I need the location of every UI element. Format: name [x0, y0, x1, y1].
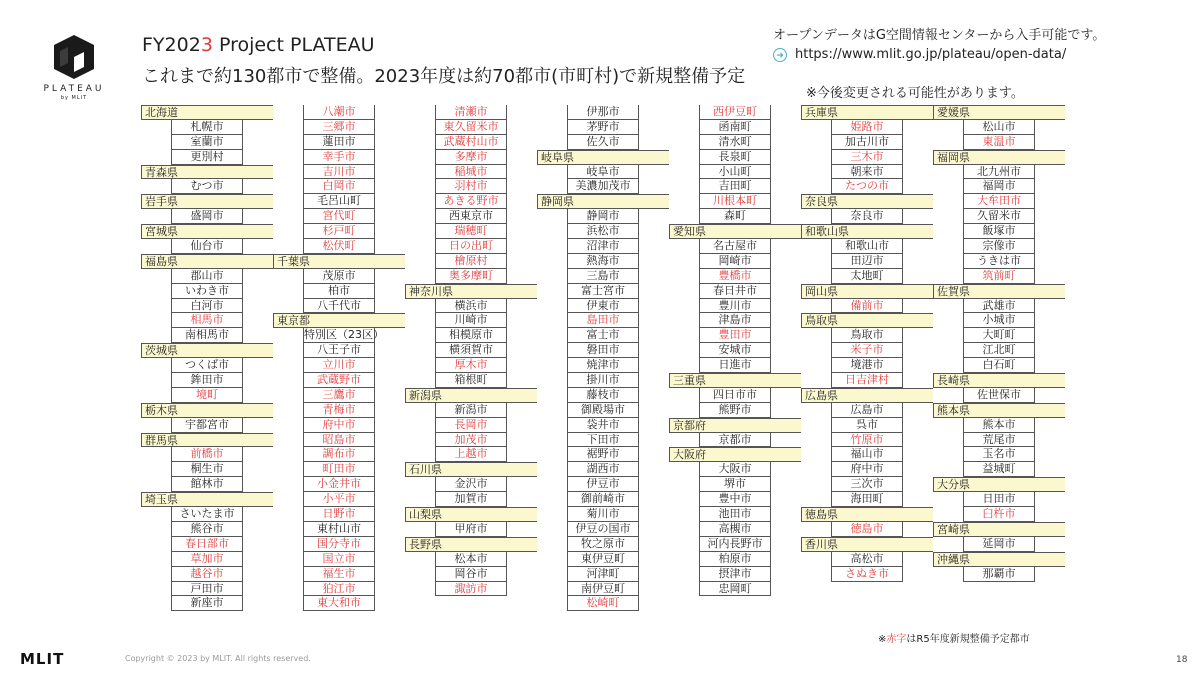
city-cell-new: 上越市 [435, 447, 507, 462]
city-cell: 毛呂山町 [303, 194, 375, 209]
city-cell: 日田市 [963, 492, 1035, 507]
city-cell-new: 厚木市 [435, 358, 507, 373]
city-cell: 新座市 [171, 596, 243, 611]
city-cell-new: さぬき市 [831, 567, 903, 582]
city-cell-new: 檜原村 [435, 254, 507, 269]
city-cell: 甲府市 [435, 522, 507, 537]
city-cell-new: 調布市 [303, 447, 375, 462]
city-cell: 忠岡町 [699, 582, 771, 597]
city-cell: 鉾田市 [171, 373, 243, 388]
city-cell-new: 武蔵村山市 [435, 135, 507, 150]
city-cell: 玉名市 [963, 447, 1035, 462]
city-cell: 郡山市 [171, 269, 243, 284]
city-cell-new: 豊橋市 [699, 269, 771, 284]
city-cell: 藤枝市 [567, 388, 639, 403]
city-cell-new: 小金井市 [303, 477, 375, 492]
city-cell: 宇都宮市 [171, 418, 243, 433]
prefecture-header: 静岡県 [537, 194, 669, 209]
city-cell: 奈良市 [831, 209, 903, 224]
city-cell: 八王子市 [303, 343, 375, 358]
city-cell: 佐久市 [567, 135, 639, 150]
city-cell-new: 吉川市 [303, 165, 375, 180]
prefecture-header: 愛知県 [669, 224, 801, 239]
prefecture-header: 奈良県 [801, 194, 933, 209]
city-cell: 森町 [699, 209, 771, 224]
city-cell: 安城市 [699, 343, 771, 358]
city-cell: 武雄市 [963, 299, 1035, 314]
city-cell: 福岡市 [963, 179, 1035, 194]
city-cell: 焼津市 [567, 358, 639, 373]
city-cell-new: 松伏町 [303, 239, 375, 254]
city-cell: 名古屋市 [699, 239, 771, 254]
city-cell-new: 幸手市 [303, 150, 375, 165]
prefecture-header: 岩手県 [141, 194, 273, 209]
city-cell: 福山市 [831, 447, 903, 462]
prefecture-header: 佐賀県 [933, 284, 1065, 299]
city-cell: 宗像市 [963, 239, 1035, 254]
city-cell: 松山市 [963, 120, 1035, 135]
city-cell-new: 相馬市 [171, 313, 243, 328]
change-note: ※今後変更される可能性があります。 [806, 86, 1024, 101]
city-cell: 牧之原市 [567, 537, 639, 552]
city-cell: 益城町 [963, 462, 1035, 477]
city-cell: 四日市市 [699, 388, 771, 403]
city-cell: 茅野市 [567, 120, 639, 135]
city-cell: 美濃加茂市 [567, 179, 639, 194]
city-cell-new: 島田市 [567, 313, 639, 328]
city-cell: 熊野市 [699, 403, 771, 418]
prefecture-header: 熊本県 [933, 403, 1065, 418]
city-cell-new: 境町 [171, 388, 243, 403]
city-cell-new: 三郷市 [303, 120, 375, 135]
open-data-note: オープンデータはG空間情報センターから入手可能です。 [773, 28, 1106, 43]
city-cell: 荒尾市 [963, 433, 1035, 448]
city-cell: 京都市 [699, 433, 771, 448]
city-cell: 堺市 [699, 477, 771, 492]
city-cell-new: 越谷市 [171, 567, 243, 582]
city-cell-new: 日野市 [303, 507, 375, 522]
prefecture-header: 和歌山県 [801, 224, 933, 239]
city-cell-new: 稲城市 [435, 165, 507, 180]
city-cell-new: 白岡市 [303, 179, 375, 194]
prefecture-header: 長野県 [405, 537, 537, 552]
open-data-link[interactable] [773, 47, 1066, 62]
city-cell-new: 竹原市 [831, 433, 903, 448]
city-cell-new: 国立市 [303, 552, 375, 567]
city-cell-new: 杉戸町 [303, 224, 375, 239]
city-cell-new: たつの市 [831, 179, 903, 194]
city-cell-new: 豊田市 [699, 328, 771, 343]
city-cell: 南伊豆町 [567, 582, 639, 597]
city-cell: 江北町 [963, 343, 1035, 358]
city-cell-new: 西伊豆町 [699, 105, 771, 120]
city-cell: 茂原市 [303, 269, 375, 284]
city-cell: 下田市 [567, 433, 639, 448]
city-cell-new: 狛江市 [303, 582, 375, 597]
city-list-table [141, 105, 1065, 611]
city-cell-new: 大牟田市 [963, 194, 1035, 209]
mlit-logo: MLIT [20, 650, 65, 668]
city-cell: 東村山市 [303, 522, 375, 537]
city-cell: 鳥取市 [831, 328, 903, 343]
city-cell-new: 宮代町 [303, 209, 375, 224]
city-cell-new: 福生市 [303, 567, 375, 582]
city-cell-new: 諏訪市 [435, 582, 507, 597]
city-cell-new: 米子市 [831, 343, 903, 358]
city-cell: 松本市 [435, 552, 507, 567]
city-cell: 那覇市 [963, 567, 1035, 582]
city-cell: 三次市 [831, 477, 903, 492]
city-cell-new: 日の出町 [435, 239, 507, 254]
city-cell: 延岡市 [963, 537, 1035, 552]
city-column [141, 105, 273, 611]
city-cell: 摂津市 [699, 567, 771, 582]
city-cell: 加賀市 [435, 492, 507, 507]
prefecture-header: 兵庫県 [801, 105, 933, 120]
prefecture-header: 青森県 [141, 165, 273, 180]
city-cell: 大阪市 [699, 462, 771, 477]
city-cell: 熊本市 [963, 418, 1035, 433]
prefecture-header: 徳島県 [801, 507, 933, 522]
city-cell: 更別村 [171, 150, 243, 165]
city-cell-new: 備前市 [831, 299, 903, 314]
city-cell: 袋井市 [567, 418, 639, 433]
city-cell: 春日井市 [699, 284, 771, 299]
city-cell-new: 三鷹市 [303, 388, 375, 403]
city-cell-new: 前橋市 [171, 447, 243, 462]
city-cell: 函南町 [699, 120, 771, 135]
city-cell: 南相馬市 [171, 328, 243, 343]
city-cell: 沼津市 [567, 239, 639, 254]
city-cell: 静岡市 [567, 209, 639, 224]
city-cell: 裾野市 [567, 447, 639, 462]
city-cell: 岐阜市 [567, 165, 639, 180]
prefecture-header: 福岡県 [933, 150, 1065, 165]
city-column [801, 105, 933, 611]
city-cell: 広島市 [831, 403, 903, 418]
city-cell: いわき市 [171, 284, 243, 299]
city-cell: 西東京市 [435, 209, 507, 224]
city-cell: 海田町 [831, 492, 903, 507]
prefecture-header: 長崎県 [933, 373, 1065, 388]
prefecture-header: 大阪府 [669, 447, 801, 462]
prefecture-header: 山梨県 [405, 507, 537, 522]
city-cell: 清水町 [699, 135, 771, 150]
page-number: 18 [1176, 655, 1188, 665]
prefecture-header: 京都府 [669, 418, 801, 433]
city-cell-new: 松崎町 [567, 596, 639, 611]
prefecture-header: 新潟県 [405, 388, 537, 403]
city-cell-new: 昭島市 [303, 433, 375, 448]
city-cell: 佐世保市 [963, 388, 1035, 403]
prefecture-header: 茨城県 [141, 343, 273, 358]
city-cell-new: 川根本町 [699, 194, 771, 209]
city-cell-new: 奥多摩町 [435, 269, 507, 284]
city-cell: 箱根町 [435, 373, 507, 388]
city-cell: 掛川市 [567, 373, 639, 388]
city-cell-new: 姫路市 [831, 120, 903, 135]
city-cell: 桐生市 [171, 462, 243, 477]
city-cell-new: 立川市 [303, 358, 375, 373]
city-cell-new: 東大和市 [303, 596, 375, 611]
city-cell: 河津町 [567, 567, 639, 582]
prefecture-header: 群馬県 [141, 433, 273, 448]
city-cell: 戸田市 [171, 582, 243, 597]
city-cell: 相模原市 [435, 328, 507, 343]
city-cell-new: 羽村市 [435, 179, 507, 194]
city-cell: 伊東市 [567, 299, 639, 314]
city-cell: 白河市 [171, 299, 243, 314]
city-cell: さいたま市 [171, 507, 243, 522]
city-cell: 府中市 [831, 462, 903, 477]
city-cell: 高松市 [831, 552, 903, 567]
city-cell: 小山町 [699, 165, 771, 180]
prefecture-header: 鳥取県 [801, 313, 933, 328]
city-cell: 特別区（23区） [304, 328, 384, 342]
prefecture-header: 香川県 [801, 537, 933, 552]
city-cell-new: 長岡市 [435, 418, 507, 433]
city-cell: 御前崎市 [567, 492, 639, 507]
city-cell: 室蘭市 [171, 135, 243, 150]
city-cell: 池田市 [699, 507, 771, 522]
city-cell-new: 多摩市 [435, 150, 507, 165]
city-cell: 富士市 [567, 328, 639, 343]
city-cell: 菊川市 [567, 507, 639, 522]
prefecture-header: 岡山県 [801, 284, 933, 299]
city-cell: 柏市 [303, 284, 375, 299]
city-cell: 浜松市 [567, 224, 639, 239]
prefecture-header: 宮城県 [141, 224, 273, 239]
prefecture-header: 岐阜県 [537, 150, 669, 165]
prefecture-header: 大分県 [933, 477, 1065, 492]
city-cell-new: 草加市 [171, 552, 243, 567]
city-cell: むつ市 [171, 179, 243, 194]
city-cell-new: 徳島市 [831, 522, 903, 537]
prefecture-header: 東京都 [273, 313, 405, 328]
city-cell: 湖西市 [567, 462, 639, 477]
city-cell: 豊川市 [699, 299, 771, 314]
city-cell: 御殿場市 [567, 403, 639, 418]
city-cell: 伊豆の国市 [567, 522, 639, 537]
city-cell: 蓮田市 [303, 135, 375, 150]
city-cell-new: 加茂市 [435, 433, 507, 448]
city-cell: 岡崎市 [699, 254, 771, 269]
page-title: FY2023 Project PLATEAU [142, 34, 375, 56]
logo-wordmark: PLATEAU [43, 84, 105, 94]
prefecture-header: 宮崎県 [933, 522, 1065, 537]
city-cell: 八千代市 [303, 299, 375, 314]
city-cell-new: あきる野市 [435, 194, 507, 209]
city-cell: 和歌山市 [831, 239, 903, 254]
city-cell: 加古川市 [831, 135, 903, 150]
open-data-url[interactable]: https://www.mlit.go.jp/plateau/open-data/ [795, 47, 1067, 62]
city-column [273, 105, 405, 611]
city-cell: 東伊豆町 [567, 552, 639, 567]
city-cell: 岡谷市 [435, 567, 507, 582]
city-cell: 太地町 [831, 269, 903, 284]
city-cell-new: 小平市 [303, 492, 375, 507]
city-cell: 朝来市 [831, 165, 903, 180]
city-cell: 境港市 [831, 358, 903, 373]
city-cell: 横須賀市 [435, 343, 507, 358]
prefecture-header: 石川県 [405, 462, 537, 477]
prefecture-header: 栃木県 [141, 403, 273, 418]
prefecture-header: 沖縄県 [933, 552, 1065, 567]
copyright: Copyright © 2023 by MLIT. All rights reserved. [125, 654, 311, 663]
city-cell: 富士宮市 [567, 284, 639, 299]
city-cell: 北九州市 [963, 165, 1035, 180]
city-cell: 盛岡市 [171, 209, 243, 224]
city-cell-new: 清瀬市 [435, 105, 507, 120]
city-cell: 金沢市 [435, 477, 507, 492]
city-cell: 熊谷市 [171, 522, 243, 537]
city-cell: 伊豆市 [567, 477, 639, 492]
city-cell-new: 町田市 [303, 462, 375, 477]
city-cell: 大町町 [963, 328, 1035, 343]
city-cell-new: 瑞穂町 [435, 224, 507, 239]
prefecture-header: 広島県 [801, 388, 933, 403]
city-cell-new: 東久留米市 [435, 120, 507, 135]
legend-footnote: ※赤字はR5年度新規整備予定都市 [878, 634, 1030, 645]
prefecture-header: 神奈川県 [405, 284, 537, 299]
city-column [669, 105, 801, 611]
prefecture-header: 三重県 [669, 373, 801, 388]
city-cell: 伊那市 [567, 105, 639, 120]
city-cell-new: 武蔵野市 [303, 373, 375, 388]
prefecture-header: 埼玉県 [141, 492, 273, 507]
city-cell-new: 日吉津村 [831, 373, 903, 388]
page-subtitle: これまで約130都市で整備。2023年度は約70都市(市町村)で新規整備予定 [142, 66, 746, 87]
city-cell-new: 東温市 [963, 135, 1035, 150]
city-cell: 高槻市 [699, 522, 771, 537]
city-cell: つくば市 [171, 358, 243, 373]
city-cell-new: 春日部市 [171, 537, 243, 552]
city-cell: 熱海市 [567, 254, 639, 269]
city-cell: 館林市 [171, 477, 243, 492]
city-cell: 日進市 [699, 358, 771, 373]
city-cell: 小城市 [963, 313, 1035, 328]
city-cell: 札幌市 [171, 120, 243, 135]
city-cell: 白石町 [963, 358, 1035, 373]
city-cell-new: 府中市 [303, 418, 375, 433]
city-column [933, 105, 1065, 611]
city-cell-new: 臼杵市 [963, 507, 1035, 522]
city-cell-new: 青梅市 [303, 403, 375, 418]
city-cell: 川崎市 [435, 313, 507, 328]
city-column [537, 105, 669, 611]
city-cell-new: 国分寺市 [303, 537, 375, 552]
city-cell-new: 三木市 [831, 150, 903, 165]
city-cell: 津島市 [699, 313, 771, 328]
city-cell: 長泉町 [699, 150, 771, 165]
prefecture-header: 千葉県 [273, 254, 405, 269]
prefecture-header: 福島県 [141, 254, 273, 269]
city-cell: 磐田市 [567, 343, 639, 358]
city-cell-new: 八潮市 [303, 105, 375, 120]
city-cell: 三島市 [567, 269, 639, 284]
city-cell: 柏原市 [699, 552, 771, 567]
prefecture-header: 愛媛県 [933, 105, 1065, 120]
city-cell: 久留米市 [963, 209, 1035, 224]
city-cell: 田辺市 [831, 254, 903, 269]
city-cell: 新潟市 [435, 403, 507, 418]
city-cell: 仙台市 [171, 239, 243, 254]
arrow-right-circle-icon: ➜ [773, 48, 787, 62]
city-cell: うきは市 [963, 254, 1035, 269]
city-cell: 河内長野市 [699, 537, 771, 552]
city-cell-new: 筑前町 [963, 269, 1035, 284]
prefecture-header: 北海道 [141, 105, 273, 120]
city-cell: 横浜市 [435, 299, 507, 314]
city-cell: 吉田町 [699, 179, 771, 194]
city-cell: 呉市 [831, 418, 903, 433]
city-cell: 飯塚市 [963, 224, 1035, 239]
city-column [405, 105, 537, 611]
city-cell: 豊中市 [699, 492, 771, 507]
logo-byline: by MLIT [60, 95, 88, 101]
